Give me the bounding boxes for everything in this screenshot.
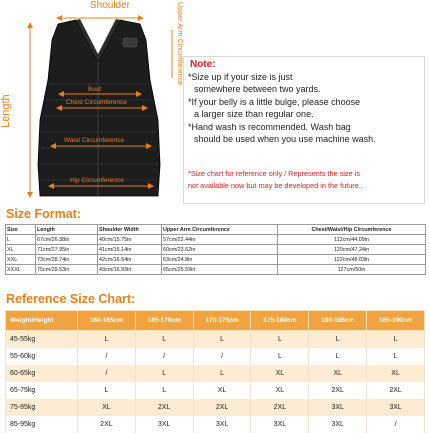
note-line: *If your belly is a little bulge, please choose	[188, 97, 361, 107]
upper-arm-label: Upper Arm Circumference	[176, 2, 183, 86]
note-line: a larger size than regular one.	[194, 109, 314, 119]
table-row	[6, 331, 425, 349]
table-cell: 60cm/23.62in	[162, 245, 278, 255]
table-cell: 3XL	[309, 399, 367, 416]
table-cell: L	[135, 365, 193, 382]
table-cell: L	[309, 331, 367, 349]
table-row	[6, 255, 426, 265]
table-cell: L	[78, 331, 136, 349]
table-cell: XL	[193, 382, 251, 399]
table-cell: /	[78, 348, 136, 365]
note-line: somewhere between two yards.	[194, 84, 321, 94]
table-cell: 2XL	[309, 382, 367, 399]
table-cell: /	[135, 348, 193, 365]
table-cell: 3XL	[309, 416, 367, 433]
column-header: Length	[36, 225, 98, 235]
table-cell: L	[251, 348, 309, 365]
column-header: 170-175cm	[193, 311, 251, 331]
table-cell: 65cm/25.59in	[162, 265, 278, 275]
size-format-table	[5, 224, 426, 275]
table-row	[6, 399, 425, 416]
column-header: Upper Arm Circumference	[162, 225, 278, 235]
table-cell: L	[367, 348, 425, 365]
table-row	[6, 416, 425, 433]
table-cell: XXL	[6, 255, 36, 265]
chest-label: Chest Circumference	[66, 99, 128, 106]
note-line: *Size up if your size is just	[188, 72, 293, 82]
table-cell: 67cm/26.38in	[36, 235, 98, 245]
column-header: 185-190cm	[367, 311, 425, 331]
power-button-badge	[123, 38, 137, 47]
table-cell: 75cm/29.53in	[36, 265, 98, 275]
table-cell: XL	[78, 399, 136, 416]
table-cell: /	[78, 365, 136, 382]
table-cell: L	[135, 382, 193, 399]
table-cell: XL	[367, 365, 425, 382]
hip-label: Hip Circumference	[70, 177, 124, 184]
table-row	[6, 382, 425, 399]
table-cell: L	[251, 331, 309, 349]
table-cell: 3XL	[193, 416, 251, 433]
table-cell: 60-65kg	[6, 365, 78, 382]
waist-label: Waist Circumference	[64, 137, 125, 144]
column-header: Weight/Height	[6, 311, 78, 331]
bust-label: Bust	[88, 86, 102, 93]
table-cell: 45-55kg	[6, 331, 78, 349]
reference-size-table	[5, 310, 425, 433]
note-box	[183, 56, 425, 204]
table-cell: 41cm/16.14in	[98, 245, 162, 255]
length-label: Length	[0, 94, 12, 128]
column-header: Chest/Waist/Hip Circumference	[278, 225, 426, 235]
table-cell: 55-60kg	[6, 348, 78, 365]
table-cell: 65-75kg	[6, 382, 78, 399]
note-line: *Hand wash is recommended. Wash bag	[188, 122, 351, 132]
table-cell: 57cm/22.44in	[162, 235, 278, 245]
shoulder-label: Shoulder	[89, 0, 131, 11]
column-header: Size	[6, 225, 36, 235]
table-cell: 2XL	[78, 416, 136, 433]
column-header: Shoulder Width	[98, 225, 162, 235]
reference-header-row	[6, 311, 425, 331]
table-cell: XL	[6, 245, 36, 255]
table-cell: L	[78, 382, 136, 399]
table-cell: 3XL	[367, 399, 425, 416]
table-cell: /	[367, 416, 425, 433]
note-title: Note:	[190, 59, 216, 70]
table-row	[6, 265, 426, 275]
table-cell: 112cm/44.09in	[278, 235, 426, 245]
table-row	[6, 245, 426, 255]
table-cell: 2XL	[251, 399, 309, 416]
table-cell: XL	[251, 382, 309, 399]
table-cell: 40cm/15.75in	[98, 235, 162, 245]
table-cell: XXXL	[6, 265, 36, 275]
table-cell: 73cm/28.74in	[36, 255, 98, 265]
table-cell: /	[193, 348, 251, 365]
table-cell: XL	[251, 365, 309, 382]
table-cell: 75-85kg	[6, 399, 78, 416]
table-cell: L	[193, 365, 251, 382]
table-cell: 122cm/48.03in	[278, 255, 426, 265]
table-cell: L	[309, 348, 367, 365]
size-format-header-row	[6, 225, 426, 235]
table-cell: 2XL	[135, 399, 193, 416]
table-row	[6, 348, 425, 365]
table-cell: 63cm/24.8in	[162, 255, 278, 265]
table-cell: 2XL	[367, 382, 425, 399]
table-cell: 3XL	[135, 416, 193, 433]
reference-chart-title: Reference Size Chart:	[6, 292, 136, 306]
table-cell: 120cm/47.24in	[278, 245, 426, 255]
table-cell: L	[193, 331, 251, 349]
table-cell: 42cm/16.54in	[98, 255, 162, 265]
column-header: 165-170cm	[135, 311, 193, 331]
table-cell: 3XL	[251, 416, 309, 433]
column-header: 180-185cm	[309, 311, 367, 331]
table-cell: L	[135, 331, 193, 349]
disclaimer-line: *Size chart for reference only / Represents the size is	[188, 169, 360, 178]
table-cell: 85-95kg	[6, 416, 78, 433]
table-row	[6, 235, 426, 245]
note-line: should be used when you use machine wash.	[194, 134, 376, 144]
table-cell: 71cm/27.95in	[36, 245, 98, 255]
column-header: 160-165cm	[78, 311, 136, 331]
table-row	[6, 365, 425, 382]
table-cell: L	[367, 331, 425, 349]
table-cell: 127cm/50in	[278, 265, 426, 275]
table-cell: XL	[309, 365, 367, 382]
table-cell: 2XL	[193, 399, 251, 416]
disclaimer-line: not available now but may be developed in the future..	[188, 181, 363, 190]
column-header: 175-180cm	[251, 311, 309, 331]
size-format-title: Size Format:	[6, 207, 82, 221]
table-cell: 43cm/16.93in	[98, 265, 162, 275]
table-cell: L	[6, 235, 36, 245]
